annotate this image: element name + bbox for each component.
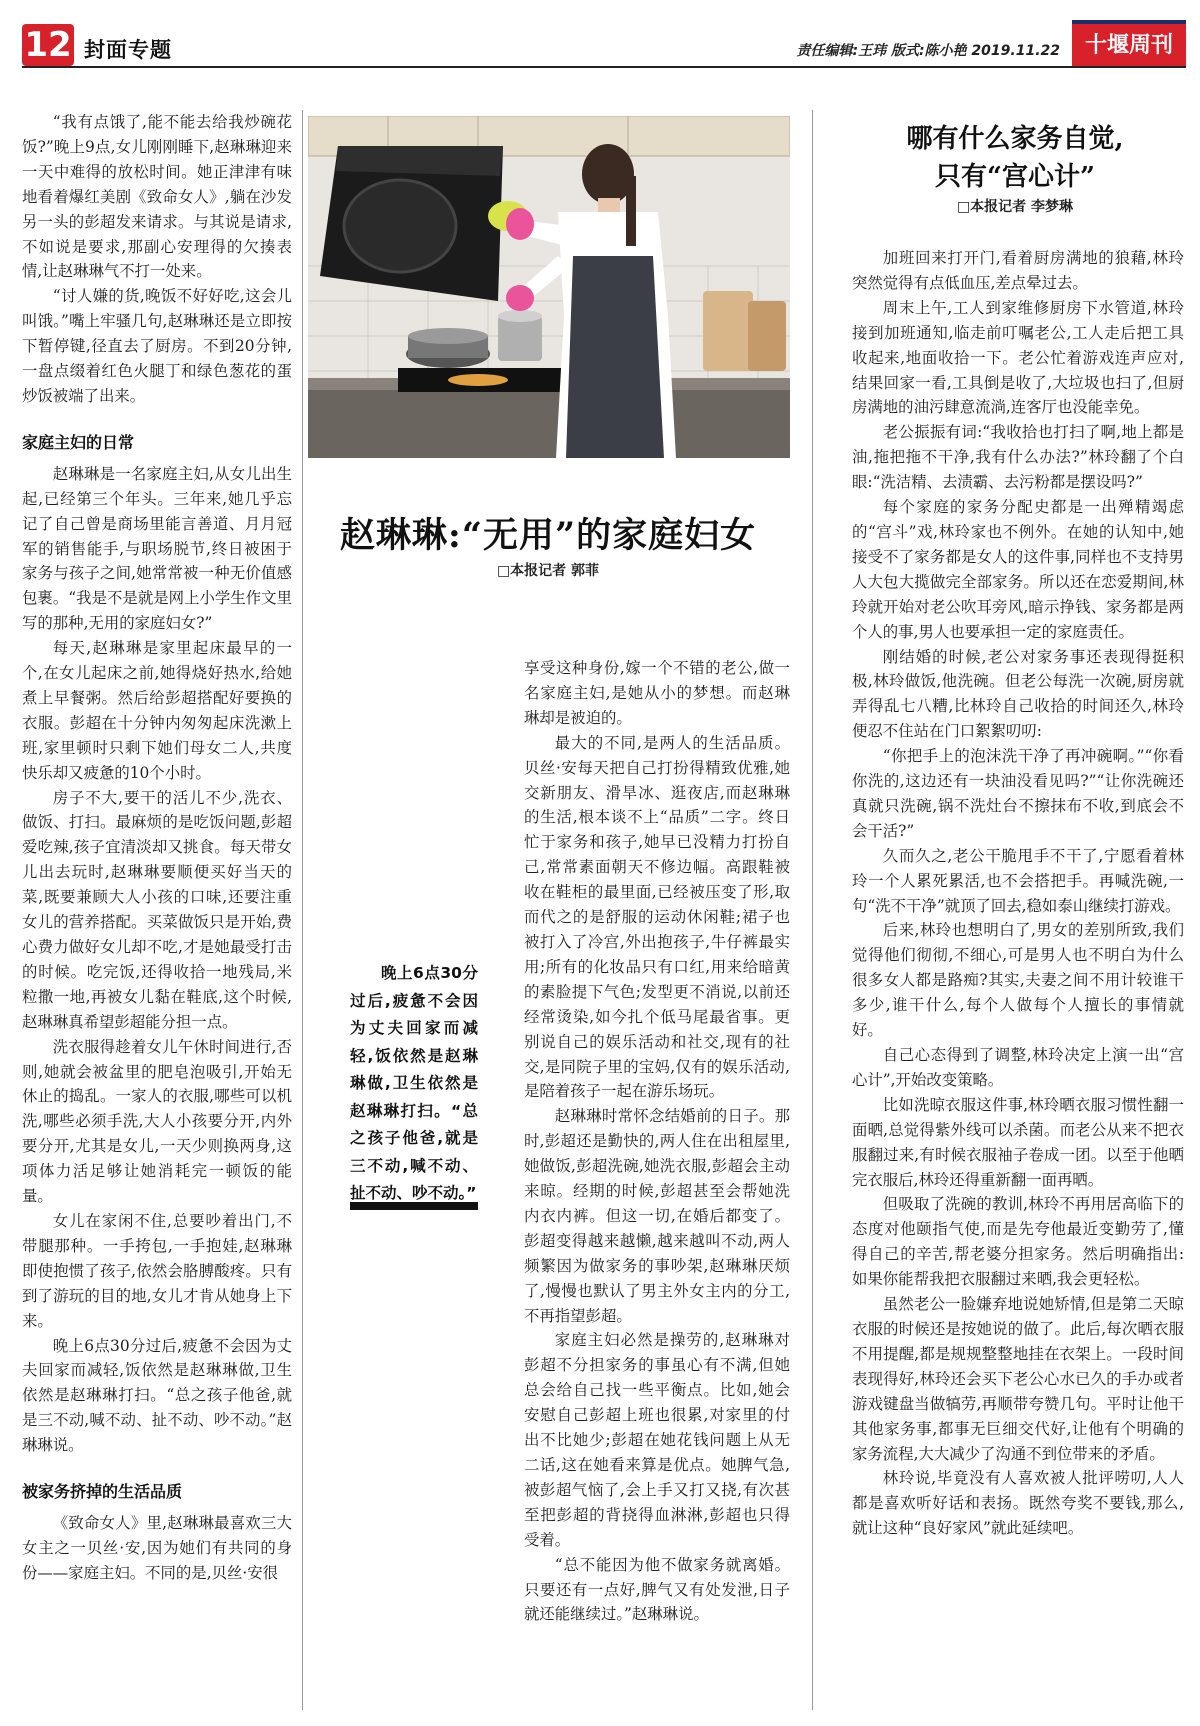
paragraph: 刚结婚的时候,老公对家务事还表现得挺积极,林玲做饭,他洗碗。但老公每洗一次碗,厨房就弄得乱七八糟,比林玲自己收拾的时间还久,林玲便忍不住站在门口絮絮叨叨: [852, 647, 1184, 741]
page-number: 12 [22, 24, 74, 66]
paragraph: 比如洗晾衣服这件事,林玲晒衣服习惯性翻一面晒,总觉得紫外线可以杀菌。而老公从来不把衣服翻过来,有时候衣服袖子卷成一团。以至于他晒完衣服后,林玲还得重新翻一面再晒。 [852, 1095, 1184, 1189]
section-title: 封面专题 [84, 38, 172, 62]
paragraph: 享受这种身份,嫁一个不错的老公,做一名家庭主妇,是她从小的梦想。而赵琳琳却是被迫的。 [524, 659, 790, 727]
side-article-body [852, 246, 1184, 1541]
column-divider [812, 110, 813, 1710]
paragraph: 后来,林玲也想明白了,男女的差别所致,我们觉得他们彻彻,不细心,可是男人也不明白为什么很多女人都是路痴?其实,夫妻之间不用计较谁干多少,谁干什么,每个人做每个人擅长的事情就好。 [852, 921, 1184, 1040]
paragraph: 赵琳琳时常怀念结婚前的日子。那时,彭超还是勤快的,两人住在出租屋里,她做饭,彭超洗碗,她洗衣服,彭超会主动来晾。经期的时候,彭超甚至会帮她洗内衣内裤。但这一切,在婚后都变了。彭超变得越来越懒,越来越叫不动,两人频繁因为做家务的事吵架,赵琳琳厌烦了,慢慢也默认了男主外女主内的分工,不再指望彭超。 [524, 1107, 790, 1325]
paragraph: 自己心态得到了调整,林玲决定上演一出“宫心计”,开始改变策略。 [852, 1046, 1184, 1089]
section-heading: 家庭主妇的日常 [22, 432, 135, 452]
woman-cleaning-kitchen-hood-photo [308, 116, 790, 458]
paragraph: 老公振振有词:“我收拾也打扫了啊,地上都是油,拖把拖不干净,我有什么办法?”林玲翻了个白眼:“洗洁精、去渍霸、去污粉都是摆设吗?” [852, 423, 1184, 492]
kitchen-photo [308, 116, 790, 458]
pull-quote [350, 960, 478, 1208]
paragraph: 房子不大,要干的活儿不少,洗衣、做饭、打扫。最麻烦的是吃饭问题,彭超爱吃辣,孩子宜清淡却又挑食。每天带女儿出去玩时,赵琳琳要顺便买好当天的菜,既要兼顾大人小孩的口味,还要注重女儿的营养搭配。买菜做饭只是开始,费心费力做好女儿却不吃,才是她最受打击的时候。吃完饭,还得收拾一地残局,米粒撒一地,再被女儿黏在鞋底,这个时候,赵琳琳真希望彭超能分担一点。 [22, 788, 292, 1031]
paragraph: 洗衣服得趁着女儿午休时间进行,否则,她就会被盆里的肥皂泡吸引,开始无休止的捣乱。一家人的衣服,哪些可以机洗,哪些必须手洗,大人小孩要分开,内外要分开,尤其是女儿,一天少则换两身,这项体力活足够让她消耗完一顿饭的能量。 [22, 1037, 292, 1206]
paragraph: 加班回来打开门,看着厨房满地的狼藉,林玲突然觉得有点低血压,差点晕过去。 [852, 249, 1184, 292]
paragraph: 家庭主妇必然是操劳的,赵琳琳对彭超不分担家务的事虽心有不满,但她总会给自己找一些平衡点。比如,她会安慰自己彭超上班也很累,对家里的付出不比她少;彭超在她花钱问题上从无二话,这在她看来算是优点。她脾气急,被彭超气恼了,会上手又打又挠,有次甚至把彭超的背挠得血淋淋,彭超也只得受着。 [524, 1331, 790, 1549]
paragraph: “我有点饿了,能不能去给我炒碗花饭?”晚上9点,女儿刚刚睡下,赵琳琳迎来一天中难得的放松时间。她正津津有味地看着爆红美剧《致命女人》,躺在沙发另一头的彭超发来请求。与其说是请求,不如说是要求,那副心安理得的欠揍表情,让赵琳琳气不打一处来。 [22, 113, 292, 281]
paragraph: “讨人嫌的货,晚饭不好好吃,这会儿叫饿。”嘴上牢骚几句,赵琳琳还是立即按下暂停键,径直去了厨房。不到20分钟,一盘点缀着红色火腿丁和绿色葱花的蛋炒饭被端了出来。 [22, 287, 292, 405]
article-headline: 赵琳琳:“无用”的家庭妇女 [339, 515, 757, 556]
pull-quote-text: 晚上6点30分过后,疲惫不会因为丈夫回家而减轻,饭依然是赵琳琳做,卫生依然是赵琳琳打扫。“总之孩子他爸,就是三不动,喊不动、扯不动、吵不动。” [350, 964, 478, 1202]
article-column-1 [22, 110, 292, 1586]
column-divider [302, 110, 303, 1710]
article-column-2 [524, 656, 790, 1627]
paragraph: 但吸取了洗碗的教训,林玲不再用居高临下的态度对他颐指气使,而是先夸他最近变勤劳了,懂得自己的辛苦,帮老婆分担家务。然后明确指出:如果你能帮我把衣服翻过来晒,我会更轻松。 [852, 1195, 1184, 1289]
editor-credits: 责任编辑:王玮 版式:陈小艳 2019.11.22 [796, 43, 1060, 59]
paragraph: 赵琳琳是一名家庭主妇,从女儿出生起,已经第三个年头。三年来,她几乎忘记了自己曾是商场里能言善道、月月冠军的销售能手,与职场脱节,终日被困于家务与孩子之间,她常常被一种无价值感包裹。“我是不是就是网上小学生作文里写的那种,无用的家庭妇女?” [22, 464, 292, 633]
paragraph: 久而久之,老公干脆甩手不干了,宁愿看着林玲一个人累死累活,也不会搭把手。再喊洗碗,一句“洗不干净”就顶了回去,稳如泰山继续打游戏。 [852, 846, 1184, 915]
paragraph: 周末上午,工人到家维修厨房下水管道,林玲接到加班通知,临走前叮嘱老公,工人走后把工具收起来,地面收拾一下。老公忙着游戏连声应对,结果回家一看,工具倒是收了,大垃圾也扫了,但厨房满地的油污肆意流淌,连客厅也没能幸免。 [852, 298, 1184, 417]
paragraph: 最大的不同,是两人的生活品质。贝丝·安每天把自己打扮得精致优雅,她交新朋友、滑旱冰、逛夜店,而赵琳琳的生活,根本谈不上“品质”二字。终日忙于家务和孩子,她早已没精力打扮自己,常常素面朝天不修边幅。高跟鞋被收在鞋柜的最里面,已经被压变了形,取而代之的是舒服的运动休闲鞋;裙子也被打入了冷宫,外出抱孩子,牛仔裤最实用;所有的化妆品只有口红,用来给暗黄的素脸提下气色;发型更不消说,以前还经常烫染,如今扎个低马尾最省事。更别说自己的娱乐活动和社交,现有的社交,是同院子里的宝妈,仅有的娱乐活动,是陪着孩子一起在游乐场玩。 [524, 733, 790, 1101]
paragraph: 每个家庭的家务分配史都是一出殚精竭虑的“宫斗”戏,林玲家也不例外。在她的认知中,她接受不了家务都是女人的这件事,同样也不支持男人大包大揽做完全部家务。所以还在恋爱期间,林玲就开始对老公吹耳旁风,暗示挣钱、家务都是两个人的事,男人也要承担一定的家庭责任。 [852, 498, 1184, 641]
paragraph: 每天,赵琳琳是家里起床最早的一个,在女儿起床之前,她得烧好热水,给她煮上早餐粥。然后给彭超搭配好要换的衣服。彭超在十分钟内匆匆起床洗漱上班,家里顿时只剩下她们母女二人,共度快乐却又疲惫的10个小时。 [22, 639, 292, 782]
side-article-headline [846, 120, 1184, 196]
side-headline-line-1: 哪有什么家务自觉, [906, 124, 1124, 154]
paragraph: “总不能因为他不做家务就离婚。只要还有一点好,脾气又有处发泄,日子就还能继续过。”赵琳琳说。 [524, 1555, 790, 1624]
paragraph: 虽然老公一脸嫌弃地说她矫情,但是第二天晾衣服的时候还是按她说的做了。此后,每次晒衣服不用提醒,都是规规整整地挂在衣架上。一段时间表现得好,林玲还会买下老公心水已久的手办或者游戏键盘当做犒劳,再顺带夸赞几句。平时让他干其他家务事,都事无巨细交代好,让他有个明确的家务流程,大大减少了沟通不到位带来的矛盾。 [852, 1295, 1184, 1463]
paragraph: 晚上6点30分过后,疲惫不会因为丈夫回家而减轻,饭依然是赵琳琳做,卫生依然是赵琳琳打扫。“总之孩子他爸,就是三不动,喊不动、扯不动、吵不动。”赵琳琳说。 [22, 1336, 292, 1455]
paragraph: 《致命女人》里,赵琳琳最喜欢三大女主之一贝丝·安,因为她们有共同的身份——家庭主妇。不同的是,贝丝·安很 [22, 1513, 292, 1582]
side-article-byline: □本报记者 李梦琳 [956, 199, 1074, 215]
paragraph: “你把手上的泡沫洗干净了再冲碗啊。”“你看你洗的,这边还有一块油没看见吗?”“让你洗碗还真就只洗碗,锅不洗灶台不擦抹布不收,到底会不会干活?” [852, 747, 1184, 840]
header-rule [22, 66, 1186, 68]
section-heading: 被家务挤掉的生活品质 [22, 1482, 183, 1502]
paragraph: 林玲说,毕竟没有人喜欢被人批评唠叨,人人都是喜欢听好话和表扬。既然夸奖不要钱,那么,就让这种“良好家风”就此延续吧。 [852, 1469, 1184, 1538]
paragraph: 女儿在家闲不住,总要吵着出门,不带腿那种。一手挎包,一手抱娃,赵琳琳即使抱惯了孩子,依然会胳膊酸疼。只有到了游玩的目的地,女儿才肯从她身上下来。 [22, 1211, 292, 1330]
side-headline-line-2: 只有“宫心计” [935, 162, 1095, 192]
pull-quote-bar [350, 1202, 478, 1210]
newspaper-logo: 十堰周刊 [1072, 20, 1186, 66]
article-byline: □本报记者 郭菲 [496, 563, 600, 579]
